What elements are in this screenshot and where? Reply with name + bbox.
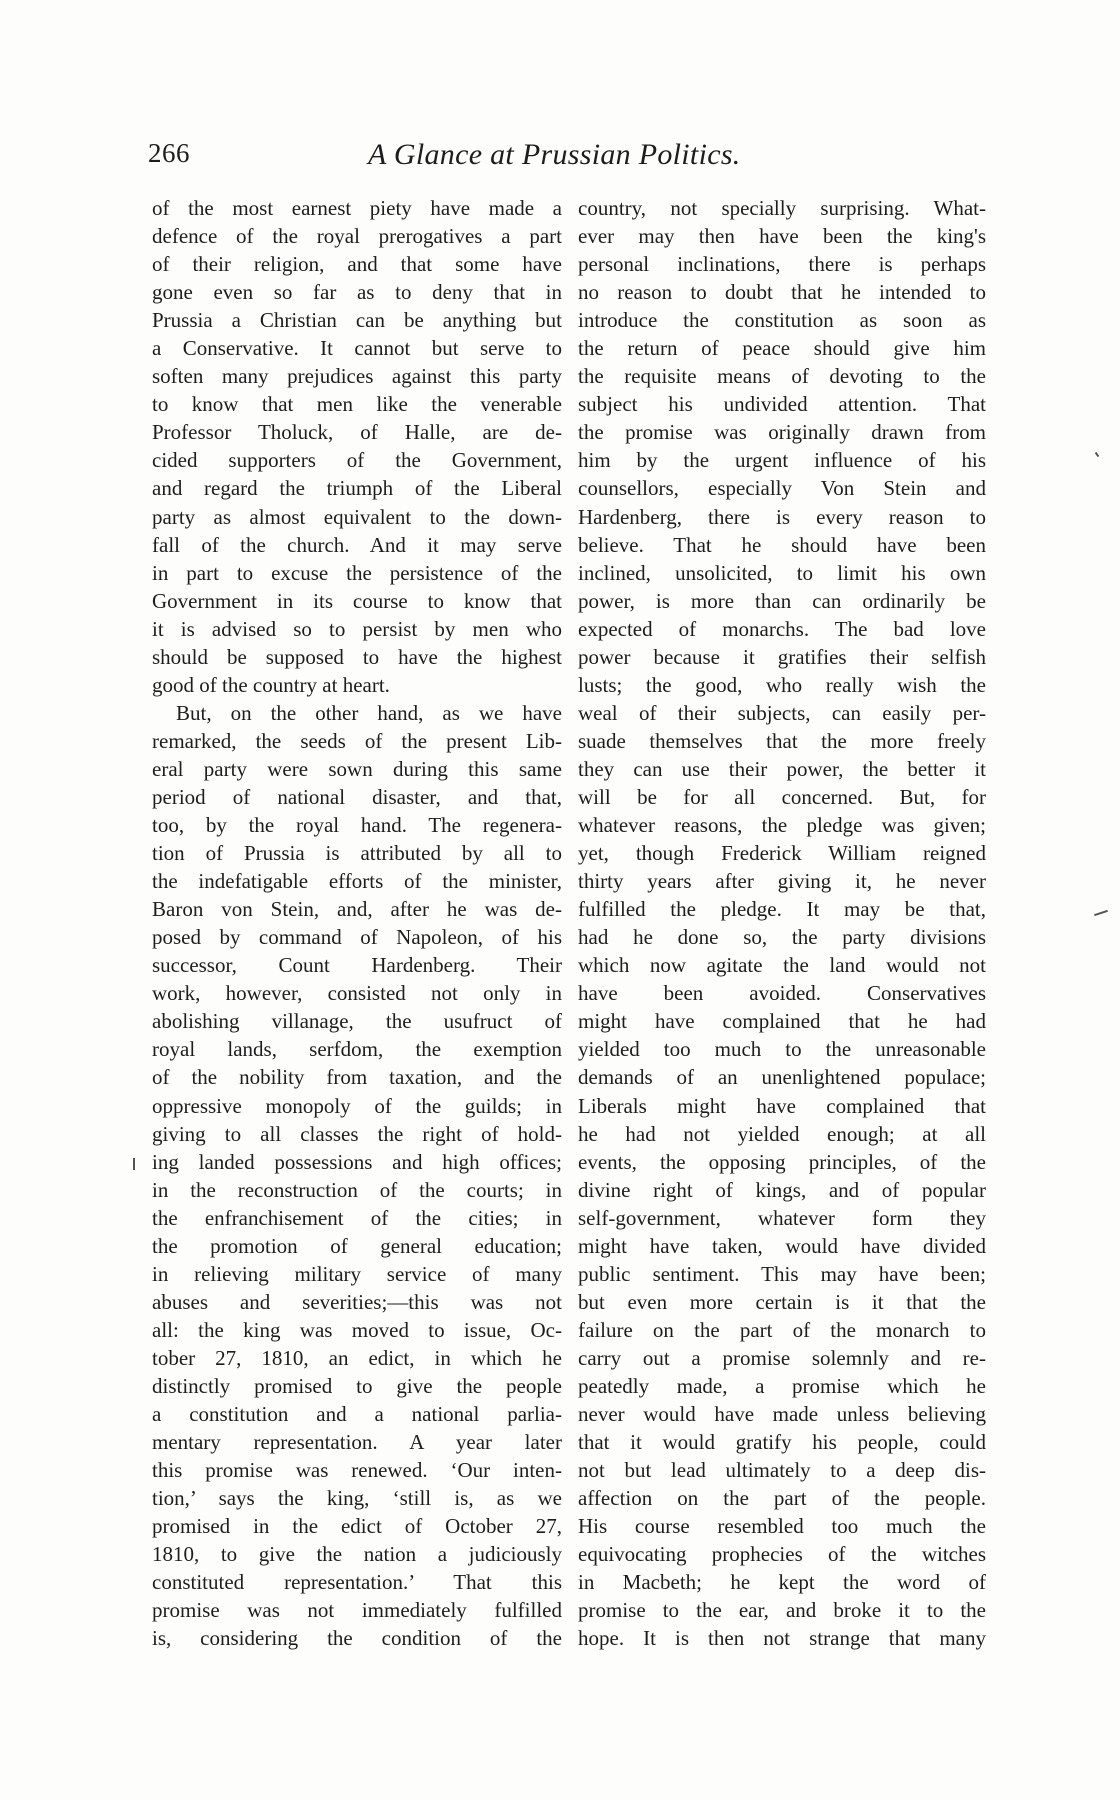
text-line: should be supposed to have the highest (152, 644, 562, 669)
text-line: the enfranchisement of the cities; in (152, 1205, 562, 1230)
text-line: of their religion, and that some have (152, 252, 562, 277)
text-line: promise to the ear, and broke it to the (578, 1598, 986, 1623)
left-text-column (152, 194, 562, 1652)
text-line: party as almost equivalent to the down- (152, 504, 562, 529)
text-line: inclined, unsolicited, to limit his own (578, 560, 986, 585)
text-line: ing landed possessions and high offices; (152, 1149, 562, 1174)
text-line: Hardenberg, there is every reason to (578, 504, 986, 529)
text-line: giving to all classes the right of hold- (152, 1121, 562, 1146)
text-line: had he done so, the party divisions (578, 925, 986, 950)
text-line: successor, Count Hardenberg. Their (152, 953, 562, 978)
text-line: tober 27, 1810, an edict, in which he (152, 1345, 562, 1370)
text-line: Professor Tholuck, of Halle, are de- (152, 420, 562, 445)
text-line: believe. That he should have been (578, 532, 986, 557)
text-line: 1810, to give the nation a judiciously (152, 1542, 562, 1567)
text-line: gone even so far as to deny that in (152, 280, 562, 305)
text-line: subject his undivided attention. That (578, 392, 986, 417)
text-line: fulfilled the pledge. It may be that, (578, 897, 986, 922)
text-line: weal of their subjects, can easily per- (578, 700, 986, 725)
text-line: events, the opposing principles, of the (578, 1149, 986, 1174)
text-line: good of the country at heart. (152, 672, 390, 697)
text-line: defence of the royal prerogatives a part (152, 224, 562, 249)
text-line: him by the urgent influence of his (578, 448, 986, 473)
text-line: in part to excuse the persistence of the (152, 560, 562, 585)
text-line: lusts; the good, who really wish the (578, 672, 986, 697)
text-line: the return of peace should give him (578, 336, 986, 361)
text-line: a Conservative. It cannot but serve to (152, 336, 562, 361)
text-line: of the nobility from taxation, and the (152, 1065, 562, 1090)
text-line: suade themselves that the more freely (578, 728, 986, 753)
text-line: fall of the church. And it may serve (152, 532, 562, 557)
text-line: never would have made unless believing (578, 1402, 986, 1427)
text-line: counsellors, especially Von Stein and (578, 476, 986, 501)
text-line: a constitution and a national parlia- (152, 1402, 562, 1427)
text-line: in relieving military service of many (152, 1261, 562, 1286)
text-line: that it would gratify his people, could (578, 1430, 986, 1455)
text-line: too, by the royal hand. The regenera- (152, 813, 562, 838)
text-line: hope. It is then not strange that many (578, 1626, 986, 1651)
text-line: promised in the edict of October 27, (152, 1514, 562, 1539)
text-line: the promotion of general education; (152, 1233, 562, 1258)
text-line: have been avoided. Conservatives (578, 981, 986, 1006)
text-line: the requisite means of devoting to the (578, 364, 986, 389)
text-line: failure on the part of the monarch to (578, 1317, 986, 1342)
text-line: in Macbeth; he kept the word of (578, 1570, 986, 1595)
text-line: Government in its course to know that (152, 588, 562, 613)
text-line: mentary representation. A year later (152, 1430, 562, 1455)
text-line: all: the king was moved to issue, Oc- (152, 1317, 562, 1342)
text-line: tion,’ says the king, ‘still is, as we (152, 1486, 562, 1511)
text-line: eral party were sown during this same (152, 756, 562, 781)
text-line: of the most earnest piety have made a (152, 196, 562, 220)
text-line: affection on the part of the people. (578, 1486, 986, 1511)
text-line: period of national disaster, and that, (152, 784, 562, 809)
running-title: A Glance at Prussian Politics. (368, 138, 741, 171)
text-line: might have complained that he had (578, 1009, 986, 1034)
text-line: will be for all concerned. But, for (578, 784, 986, 809)
text-line: not but lead ultimately to a deep dis- (578, 1458, 986, 1483)
text-line: But, on the other hand, as we have (176, 700, 562, 725)
right-text-column (578, 194, 986, 1652)
text-line: it is advised so to persist by men who (152, 616, 562, 641)
text-line: His course resembled too much the (578, 1514, 986, 1539)
text-line: posed by command of Napoleon, of his (152, 925, 562, 950)
text-line: is, considering the condition of the (152, 1626, 562, 1651)
text-line: divine right of kings, and of popular (578, 1177, 986, 1202)
text-line: abuses and severities;—this was not (152, 1289, 562, 1314)
text-line: ever may then have been the king's (578, 224, 986, 249)
text-line: might have taken, would have divided (578, 1233, 986, 1258)
text-line: no reason to doubt that he intended to (578, 280, 986, 305)
text-line: whatever reasons, the pledge was given; (578, 813, 986, 838)
scan-speck (133, 1158, 135, 1170)
scan-speck (1094, 910, 1108, 916)
text-line: he had not yielded enough; at all (578, 1121, 986, 1146)
text-line: personal inclinations, there is perhaps (578, 252, 986, 277)
text-line: oppressive monopoly of the guilds; in (152, 1093, 562, 1118)
running-head (148, 138, 1008, 178)
text-line: abolishing villanage, the usufruct of (152, 1009, 562, 1034)
text-line: introduce the constitution as soon as (578, 308, 986, 333)
text-line: power because it gratifies their selfish (578, 644, 986, 669)
text-line: distinctly promised to give the people (152, 1373, 562, 1398)
text-line: work, however, consisted not only in (152, 981, 562, 1006)
text-line: thirty years after giving it, he never (578, 869, 986, 894)
text-line: power, is more than can ordinarily be (578, 588, 986, 613)
text-line: this promise was renewed. ‘Our inten- (152, 1458, 562, 1483)
scan-speck (1095, 452, 1100, 457)
text-line: demands of an unenlightened populace; (578, 1065, 986, 1090)
text-line: cided supporters of the Government, (152, 448, 562, 473)
text-line: in the reconstruction of the courts; in (152, 1177, 562, 1202)
text-line: Baron von Stein, and, after he was de- (152, 897, 562, 922)
text-line: constituted representation.’ That this (152, 1570, 562, 1595)
text-line: promise was not immediately fulfilled (152, 1598, 562, 1623)
text-line: they can use their power, the better it (578, 756, 986, 781)
text-line: Liberals might have complained that (578, 1093, 986, 1118)
text-line: self-government, whatever form they (578, 1205, 986, 1230)
text-line: public sentiment. This may have been; (578, 1261, 986, 1286)
text-line: which now agitate the land would not (578, 953, 986, 978)
page-number: 266 (148, 138, 190, 168)
text-line: yet, though Frederick William reigned (578, 841, 986, 866)
text-line: country, not specially surprising. What- (578, 196, 986, 220)
text-line: royal lands, serfdom, the exemption (152, 1037, 562, 1062)
text-line: remarked, the seeds of the present Lib- (152, 728, 562, 753)
text-line: expected of monarchs. The bad love (578, 616, 986, 641)
text-line: tion of Prussia is attributed by all to (152, 841, 562, 866)
text-line: soften many prejudices against this party (152, 364, 562, 389)
text-line: Prussia a Christian can be anything but (152, 308, 562, 333)
text-line: but even more certain is it that the (578, 1289, 986, 1314)
text-line: to know that men like the venerable (152, 392, 562, 417)
text-line: equivocating prophecies of the witches (578, 1542, 986, 1567)
text-line: the indefatigable efforts of the minister, (152, 869, 562, 894)
text-line: peatedly made, a promise which he (578, 1373, 986, 1398)
text-line: the promise was originally drawn from (578, 420, 986, 445)
text-line: yielded too much to the unreasonable (578, 1037, 986, 1062)
text-line: and regard the triumph of the Liberal (152, 476, 562, 501)
text-line: carry out a promise solemnly and re- (578, 1345, 986, 1370)
